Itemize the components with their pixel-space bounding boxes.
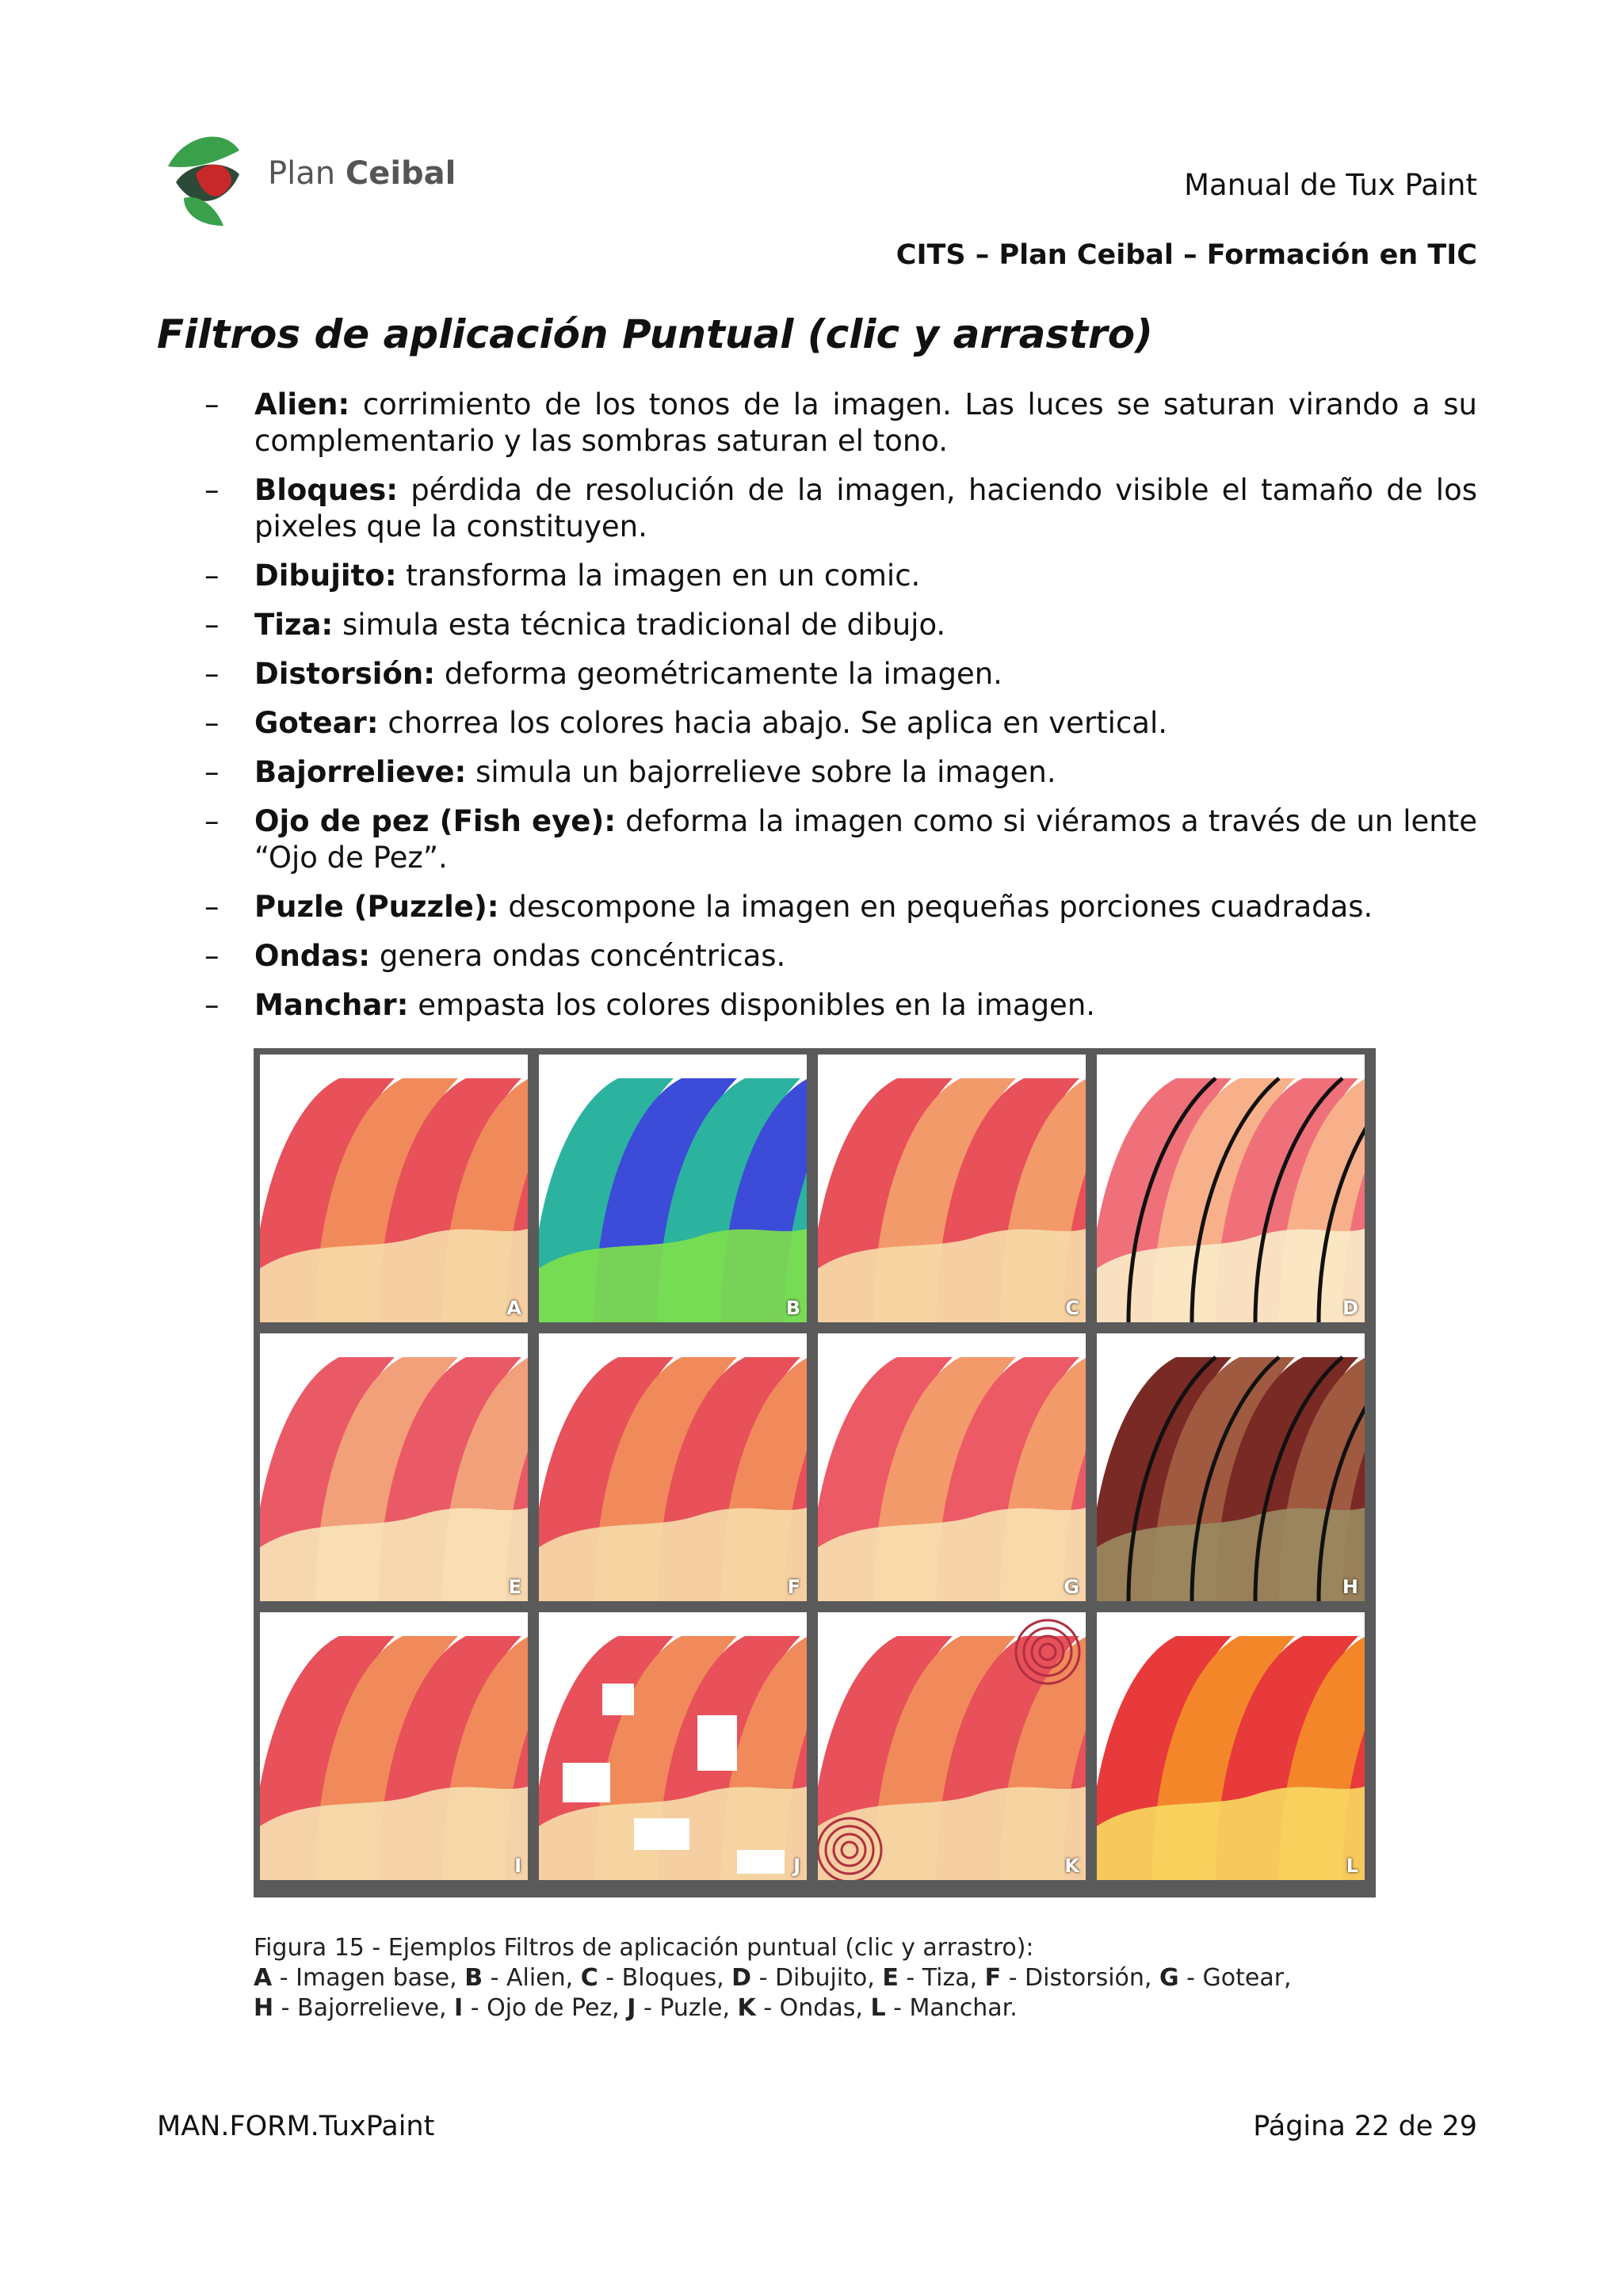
item-description: simula esta técnica tradicional de dibujo. xyxy=(342,608,946,642)
puzzle-gap xyxy=(737,1850,785,1874)
figure-caption xyxy=(254,1933,1292,2023)
list-item xyxy=(157,387,1477,460)
balloon-image-icon xyxy=(1097,1612,1365,1880)
caption-label: - Manchar. xyxy=(885,1994,1018,2022)
balloon-image-icon xyxy=(818,1333,1086,1601)
caption-label: - Imagen base, xyxy=(272,1964,465,1992)
tile-letter: F xyxy=(787,1576,800,1598)
item-term: Dibujito: xyxy=(254,559,397,593)
caption-label: - Gotear, xyxy=(1178,1964,1292,1992)
tile-letter: L xyxy=(1346,1855,1358,1877)
item-term: Ondas: xyxy=(254,939,371,973)
tile-letter: A xyxy=(506,1297,521,1319)
item-description: chorrea los colores hacia abajo. Se aplica en vertical. xyxy=(388,706,1168,740)
list-item xyxy=(157,889,1477,925)
item-term: Bajorrelieve: xyxy=(254,755,467,789)
bullet-dash: – xyxy=(204,657,220,691)
balloon-image-icon xyxy=(818,1612,1086,1880)
bullet-dash: – xyxy=(204,608,220,642)
filter-example-tile xyxy=(260,1333,528,1601)
tile-letter: J xyxy=(793,1855,800,1877)
caption-key: K xyxy=(737,1994,756,2022)
caption-label: - Ojo de Pez, xyxy=(463,1994,628,2022)
caption-key: F xyxy=(984,1964,1002,1992)
balloon-image-icon xyxy=(539,1055,807,1322)
puzzle-gap xyxy=(602,1684,634,1715)
document-subtitle: CITS – Plan Ceibal – Formación en TIC xyxy=(896,239,1477,271)
balloon-image-icon xyxy=(818,1055,1086,1322)
caption-line-2 xyxy=(254,1963,1292,1993)
bullet-dash: – xyxy=(204,804,220,838)
list-item xyxy=(157,607,1477,643)
caption-label: - Bajorrelieve, xyxy=(273,1994,455,2022)
caption-label: - Dibujito, xyxy=(751,1964,883,1992)
item-description: descompone la imagen en pequeñas porciones cuadradas. xyxy=(508,890,1373,924)
list-item xyxy=(157,754,1477,791)
caption-label: - Ondas, xyxy=(755,1994,871,2022)
bullet-dash: – xyxy=(204,890,220,924)
filter-example-tile xyxy=(539,1055,807,1322)
logo-wordmark xyxy=(268,155,456,192)
tile-letter: G xyxy=(1064,1576,1079,1598)
list-item xyxy=(157,938,1477,974)
list-item xyxy=(157,705,1477,742)
filter-example-tile xyxy=(818,1333,1086,1601)
caption-key: A xyxy=(254,1964,273,1992)
filter-list xyxy=(157,387,1477,1036)
puzzle-gap xyxy=(634,1818,689,1850)
bullet-dash: – xyxy=(204,939,220,973)
caption-label: - Bloques, xyxy=(598,1964,732,1992)
caption-line-3 xyxy=(254,1993,1292,2023)
balloon-image-icon xyxy=(1097,1055,1365,1322)
bullet-dash: – xyxy=(204,559,220,593)
logo-text-plan: Plan xyxy=(268,155,336,192)
bullet-dash: – xyxy=(204,387,220,421)
footer-doc-code: MAN.FORM.TuxPaint xyxy=(157,2111,435,2142)
tile-letter: B xyxy=(785,1297,800,1319)
filter-example-tile xyxy=(818,1055,1086,1322)
filter-example-tile xyxy=(1097,1055,1365,1322)
item-description: deforma geométricamente la imagen. xyxy=(444,657,1002,691)
tile-letter: E xyxy=(508,1576,521,1598)
filter-example-tile xyxy=(818,1612,1086,1880)
caption-key: B xyxy=(464,1964,483,1992)
item-description: corrimiento de los tonos de la imagen. Las luces se saturan virando a su complementario y las sombras saturan el tono. xyxy=(254,387,1477,458)
list-item xyxy=(157,987,1477,1024)
list-item xyxy=(157,558,1477,594)
footer-page-number: Página 22 de 29 xyxy=(1253,2111,1477,2142)
caption-key: C xyxy=(580,1964,598,1992)
caption-key: L xyxy=(870,1994,886,2022)
item-description: empasta los colores disponibles en la imagen. xyxy=(418,988,1096,1022)
tile-letter: H xyxy=(1342,1576,1358,1598)
filter-example-tile xyxy=(260,1612,528,1880)
bullet-dash: – xyxy=(204,755,220,789)
filter-examples-figure xyxy=(254,1048,1376,1897)
caption-key: I xyxy=(454,1994,464,2022)
tile-letter: K xyxy=(1064,1855,1079,1877)
item-description: deforma la imagen como si viéramos a través de un lente “Ojo de Pez”. xyxy=(254,804,1477,875)
caption-key: H xyxy=(254,1994,274,2022)
item-term: Bloques: xyxy=(254,473,399,507)
filter-example-tile xyxy=(539,1612,807,1880)
filter-example-tile xyxy=(1097,1612,1365,1880)
tile-letter: C xyxy=(1065,1297,1079,1319)
bullet-dash: – xyxy=(204,988,220,1022)
filter-example-tile xyxy=(539,1333,807,1601)
caption-key: J xyxy=(627,1994,636,2022)
puzzle-gap xyxy=(563,1763,610,1802)
item-description: genera ondas concéntricas. xyxy=(379,939,786,973)
item-term: Distorsión: xyxy=(254,657,436,691)
caption-label: - Tiza, xyxy=(898,1964,985,1992)
balloon-image-icon xyxy=(539,1333,807,1601)
filter-example-tile xyxy=(260,1055,528,1322)
item-description: pérdida de resolución de la imagen, haciendo visible el tamaño de los pixeles que la constituyen. xyxy=(254,473,1477,543)
list-item xyxy=(157,656,1477,692)
list-item xyxy=(157,803,1477,876)
item-term: Manchar: xyxy=(254,988,409,1022)
item-term: Tiza: xyxy=(254,608,334,642)
ceibal-leaf-icon xyxy=(152,127,255,230)
item-term: Puzle (Puzzle): xyxy=(254,890,499,924)
tile-letter: D xyxy=(1342,1297,1358,1319)
balloon-image-icon xyxy=(539,1612,807,1880)
bullet-dash: – xyxy=(204,706,220,740)
item-term: Gotear: xyxy=(254,706,379,740)
caption-key: E xyxy=(882,1964,899,1992)
caption-line-1: Figura 15 - Ejemplos Filtros de aplicación puntual (clic y arrastro): xyxy=(254,1934,1034,1962)
caption-key: D xyxy=(731,1964,752,1992)
filter-example-tile xyxy=(1097,1333,1365,1601)
logo-text-ceibal: Ceibal xyxy=(345,155,456,192)
balloon-image-icon xyxy=(260,1612,528,1880)
list-item xyxy=(157,472,1477,545)
caption-label: - Distorsión, xyxy=(1001,1964,1159,1992)
item-description: transforma la imagen en un comic. xyxy=(406,559,921,593)
caption-label: - Puzle, xyxy=(636,1994,738,2022)
balloon-image-icon xyxy=(1097,1333,1365,1601)
caption-label: - Alien, xyxy=(483,1964,581,1992)
tile-letter: I xyxy=(514,1855,521,1877)
section-title: Filtros de aplicación Puntual (clic y arrastro) xyxy=(157,311,1153,357)
item-term: Alien: xyxy=(254,387,350,421)
document-title: Manual de Tux Paint xyxy=(1184,168,1477,202)
item-term: Ojo de pez (Fish eye): xyxy=(254,804,617,838)
item-description: simula un bajorrelieve sobre la imagen. xyxy=(475,755,1056,789)
balloon-image-icon xyxy=(260,1055,528,1322)
balloon-image-icon xyxy=(260,1333,528,1601)
puzzle-gap xyxy=(697,1715,737,1771)
bullet-dash: – xyxy=(204,473,220,507)
caption-key: G xyxy=(1159,1964,1179,1992)
